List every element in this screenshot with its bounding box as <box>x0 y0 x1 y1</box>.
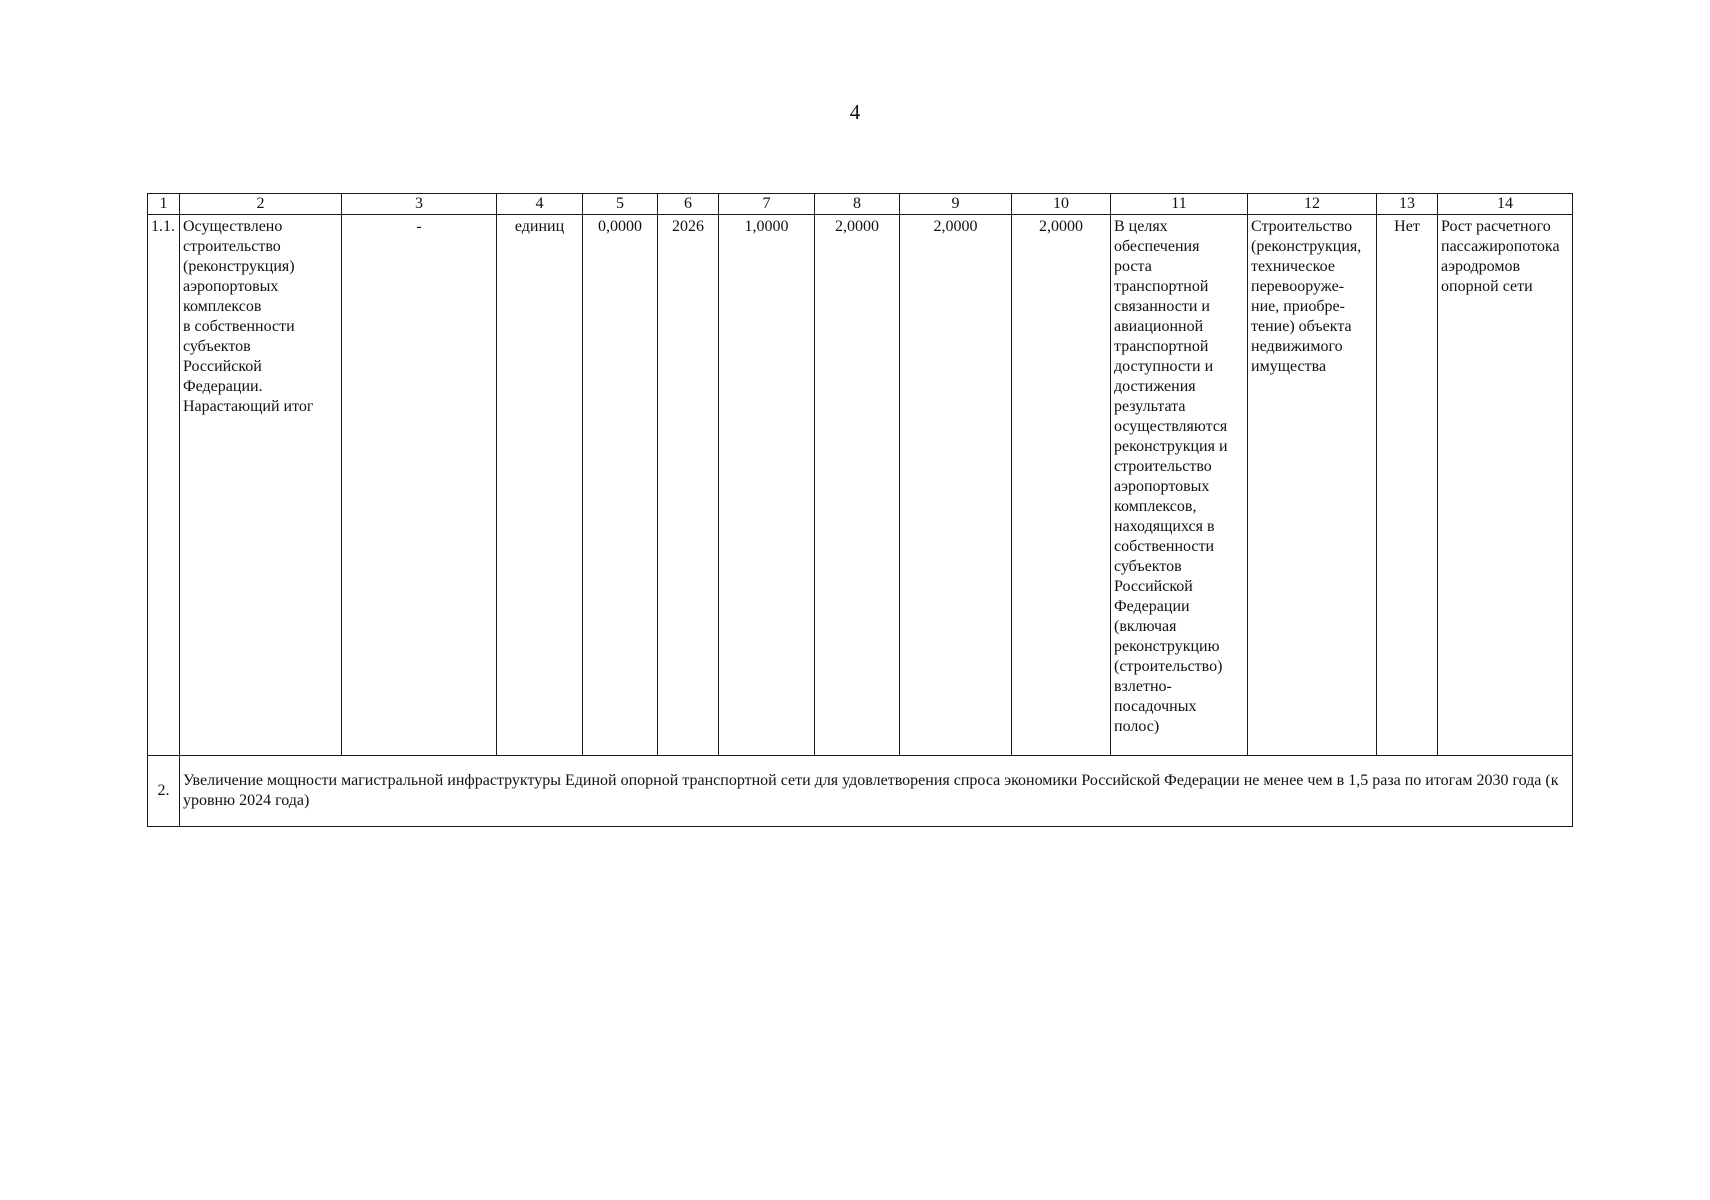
column-number: 6 <box>658 194 719 215</box>
value-col-9: 2,0000 <box>900 215 1012 756</box>
effect-description: Рост расчетного пассажиропотока аэродромов опорной сети <box>1438 215 1573 756</box>
column-number: 10 <box>1012 194 1111 215</box>
indicators-table <box>147 193 1573 827</box>
flag-value: Нет <box>1377 215 1438 756</box>
column-number: 11 <box>1111 194 1248 215</box>
section-title: Увеличение мощности магистральной инфраструктуры Единой опорной транспортной сети для удовлетворения спроса экономики Российской Федерации не менее чем в 1,5 раза по итогам 2030 года (к уровню 2024 года) <box>180 756 1573 827</box>
section-number: 2. <box>148 756 180 827</box>
unit-of-measure: единиц <box>497 215 583 756</box>
column-number: 2 <box>180 194 342 215</box>
column-number: 4 <box>497 194 583 215</box>
column-number-row <box>148 194 1573 215</box>
page-number: 4 <box>849 100 861 124</box>
column-number: 13 <box>1377 194 1438 215</box>
value-col-8: 2,0000 <box>815 215 900 756</box>
section-row-2 <box>148 756 1573 827</box>
value-col-7: 1,0000 <box>719 215 815 756</box>
value-col-10: 2,0000 <box>1012 215 1111 756</box>
indicator-name: Осуществлено строительство (реконструкция) аэропортовых комплексов в собственности субъектов Российской Федерации. Нарастающий итог <box>180 215 342 756</box>
column-number: 7 <box>719 194 815 215</box>
column-number: 9 <box>900 194 1012 215</box>
column-number: 5 <box>583 194 658 215</box>
column-number: 1 <box>148 194 180 215</box>
result-type: Строительство (реконструкция, техническое перевооруже- ние, приобре- тение) объекта недвижимого имущества <box>1248 215 1377 756</box>
result-description: В целях обеспечения роста транспортной связанности и авиационной транспортной доступности и достижения результата осуществляются реконструкция и строительство аэропортовых комплексов, находящихся в собственности субъектов Российской Федерации (включая реконструкцию (строительство) взлетно- посадочных полос) <box>1111 215 1248 756</box>
column-number: 8 <box>815 194 900 215</box>
column-number: 12 <box>1248 194 1377 215</box>
column-number: 14 <box>1438 194 1573 215</box>
table-row-1-1 <box>148 215 1573 756</box>
column-3-value: - <box>342 215 497 756</box>
column-number: 3 <box>342 194 497 215</box>
base-value: 0,0000 <box>583 215 658 756</box>
row-number: 1.1. <box>148 215 180 756</box>
year-value: 2026 <box>658 215 719 756</box>
